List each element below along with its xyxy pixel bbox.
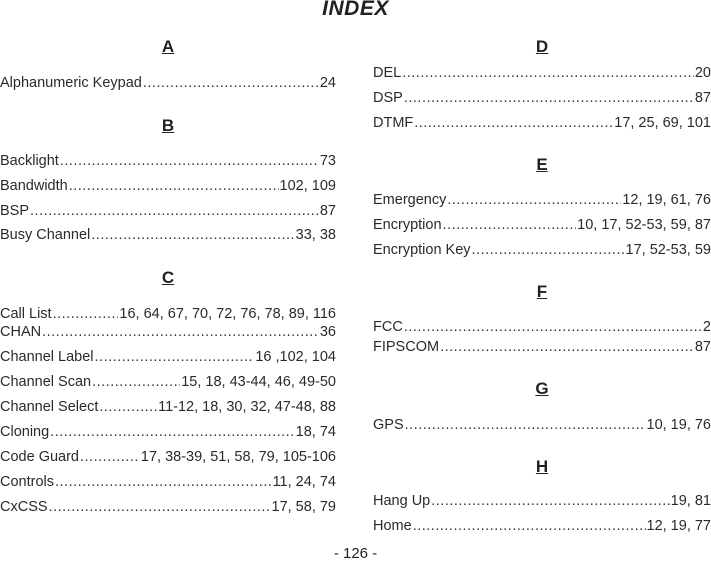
index-pages: 12, 19, 77 — [646, 518, 711, 534]
index-entry — [373, 114, 711, 132]
index-pages: 16 ,102, 104 — [255, 349, 336, 365]
index-term: Home — [373, 518, 412, 534]
index-entry — [373, 216, 711, 234]
index-term: Controls — [0, 474, 54, 490]
index-term: Busy Channel — [0, 227, 91, 243]
index-pages: 18, 74 — [295, 424, 336, 440]
index-entry — [0, 305, 336, 323]
leader-dots — [143, 74, 319, 92]
index-entry — [0, 348, 336, 366]
index-term: CxCSS — [0, 499, 48, 515]
leader-dots — [404, 318, 702, 336]
leader-dots — [50, 423, 295, 441]
leader-dots — [49, 498, 271, 516]
index-pages: 87 — [319, 203, 336, 219]
leader-dots — [405, 416, 646, 434]
index-term: Cloning — [0, 424, 50, 440]
leader-dots — [413, 517, 646, 535]
index-pages: 10, 19, 76 — [646, 417, 711, 433]
index-entry — [373, 64, 711, 82]
index-entry — [373, 318, 711, 336]
section-letter-c: C — [161, 268, 175, 287]
index-entry — [373, 241, 711, 259]
index-pages: 2 — [702, 319, 711, 335]
section-letter-a: A — [161, 37, 175, 56]
index-term: Encryption — [373, 217, 442, 233]
leader-dots — [99, 398, 157, 416]
leader-dots — [80, 448, 140, 466]
leader-dots — [414, 114, 613, 132]
index-term: Hang Up — [373, 493, 431, 509]
index-entry — [0, 373, 336, 391]
index-entry — [0, 498, 336, 516]
index-term: FIPSCOM — [373, 339, 440, 355]
section-letter-d: D — [535, 37, 549, 56]
leader-dots — [431, 492, 669, 510]
index-entry — [0, 473, 336, 491]
index-term: Call List — [0, 306, 52, 322]
index-pages: 73 — [319, 153, 336, 169]
index-entry — [0, 177, 336, 195]
index-term: Emergency — [373, 192, 447, 208]
index-pages: 24 — [319, 75, 336, 91]
index-pages: 15, 18, 43-44, 46, 49-50 — [181, 374, 336, 390]
index-entry — [373, 191, 711, 209]
index-entry — [0, 448, 336, 466]
leader-dots — [55, 473, 272, 491]
leader-dots — [95, 348, 255, 366]
section-letter-e: E — [536, 155, 548, 174]
index-pages: 10, 17, 52-53, 59, 87 — [577, 217, 711, 233]
index-term: FCC — [373, 319, 403, 335]
index-pages: 33, 38 — [295, 227, 336, 243]
index-term: Code Guard — [0, 449, 79, 465]
index-pages: 11, 24, 74 — [272, 474, 336, 490]
leader-dots — [30, 202, 319, 220]
index-pages: 17, 58, 79 — [271, 499, 336, 515]
index-entry — [0, 423, 336, 441]
index-entry — [373, 517, 711, 535]
index-entry — [373, 492, 711, 510]
index-entry — [0, 323, 336, 341]
section-letter-f: F — [536, 282, 548, 301]
leader-dots — [402, 64, 694, 82]
index-entry — [0, 202, 336, 220]
index-term: Bandwidth — [0, 178, 68, 194]
index-term: Channel Label — [0, 349, 94, 365]
index-pages: 19, 81 — [670, 493, 711, 509]
index-pages: 36 — [319, 324, 336, 340]
index-pages: 87 — [694, 90, 711, 106]
index-term: Encryption Key — [373, 242, 471, 258]
leader-dots — [92, 373, 180, 391]
index-term: GPS — [373, 417, 404, 433]
leader-dots — [440, 338, 694, 356]
leader-dots — [60, 152, 319, 170]
leader-dots — [404, 89, 694, 107]
index-entry — [0, 226, 336, 244]
index-pages: 16, 64, 67, 70, 72, 76, 78, 89, 116 — [119, 306, 336, 322]
index-pages: 12, 19, 61, 76 — [622, 192, 711, 208]
leader-dots — [42, 323, 319, 341]
index-pages: 87 — [694, 339, 711, 355]
leader-dots — [472, 241, 625, 259]
index-pages: 17, 38-39, 51, 58, 79, 105-106 — [140, 449, 336, 465]
index-term: CHAN — [0, 324, 42, 340]
leader-dots — [447, 191, 621, 209]
index-pages: 17, 52-53, 59 — [625, 242, 711, 258]
index-term: Channel Scan — [0, 374, 92, 390]
index-pages: 11-12, 18, 30, 32, 47-48, 88 — [158, 399, 336, 415]
index-term: BSP — [0, 203, 30, 219]
index-entry — [373, 416, 711, 434]
index-pages: 102, 109 — [279, 178, 336, 194]
index-term: DTMF — [373, 115, 414, 131]
index-entry — [373, 338, 711, 356]
index-term: DSP — [373, 90, 403, 106]
index-entry — [0, 152, 336, 170]
leader-dots — [69, 177, 279, 195]
index-term: DEL — [373, 65, 402, 81]
section-letter-h: H — [535, 457, 549, 476]
leader-dots — [443, 216, 577, 234]
index-entry — [0, 74, 336, 92]
index-entry — [0, 398, 336, 416]
section-letter-b: B — [161, 116, 175, 135]
index-term: Alphanumeric Keypad — [0, 75, 142, 91]
leader-dots — [53, 305, 119, 323]
leader-dots — [91, 226, 294, 244]
page-number: - 126 - — [333, 545, 378, 562]
index-pages: 17, 25, 69, 101 — [614, 115, 711, 131]
section-letter-g: G — [535, 379, 549, 398]
index-pages: 20 — [694, 65, 711, 81]
index-term: Backlight — [0, 153, 59, 169]
index-entry — [373, 89, 711, 107]
page-title: INDEX — [322, 0, 389, 20]
index-term: Channel Select — [0, 399, 99, 415]
